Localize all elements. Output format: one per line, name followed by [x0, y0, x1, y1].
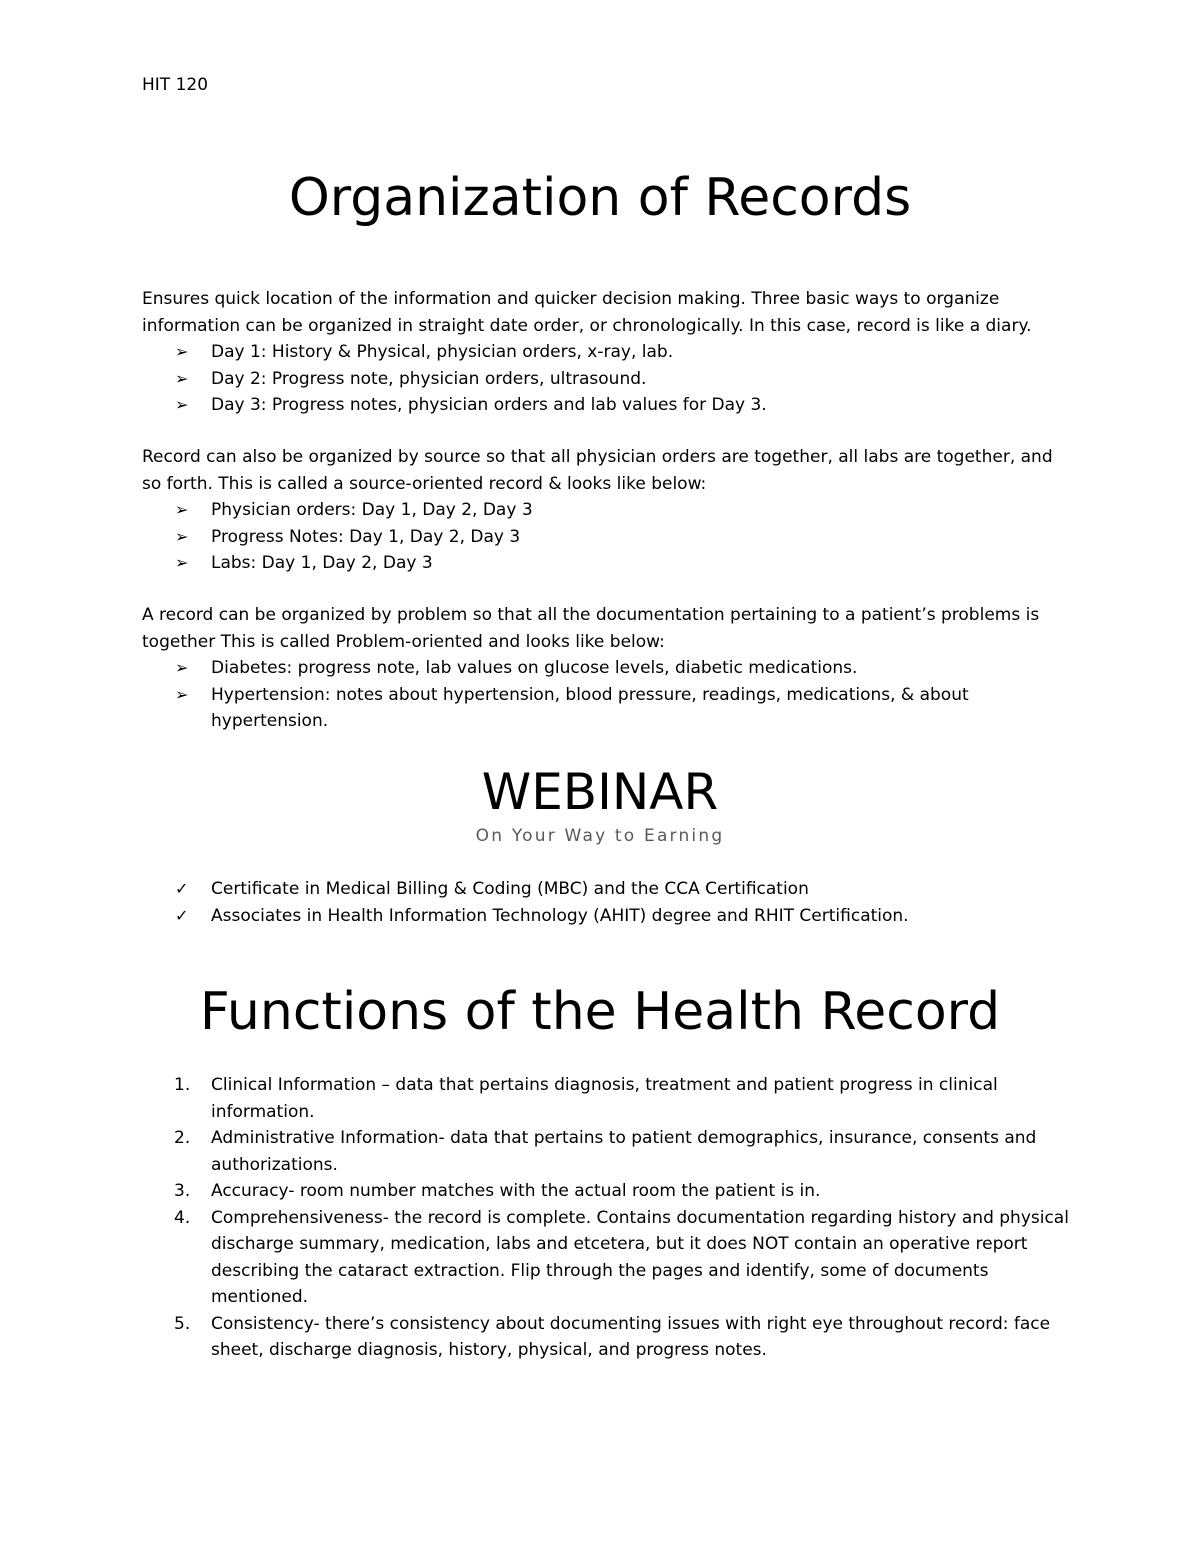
chronological-list: [142, 339, 1072, 419]
arrow-bullet-icon: ➢: [175, 658, 189, 677]
list-item: [142, 1311, 1072, 1364]
list-item: [142, 682, 1072, 735]
list-number: 2.: [174, 1128, 191, 1148]
list-item-text: Physician orders: Day 1, Day 2, Day 3: [211, 500, 533, 520]
list-number: 4.: [174, 1207, 191, 1228]
list-item-text: Clinical Information – data that pertains diagnosis, treatment and patient progress in clinical information.: [211, 1075, 998, 1122]
webinar-section: [142, 876, 1072, 929]
list-item-text: Administrative Information- data that pertains to patient demographics, insurance, consents and authorizations.: [211, 1128, 1037, 1175]
list-item: [142, 655, 1072, 682]
webinar-list: [142, 876, 1072, 929]
intro-paragraph: Ensures quick location of the information and quicker decision making. Three basic ways to organize information can be organized in straight date order, or chronologically. In this case, record is like a diary.: [142, 289, 1032, 336]
arrow-bullet-icon: ➢: [175, 500, 189, 519]
webinar-title: WEBINAR: [481, 763, 719, 821]
list-item: [142, 1178, 1072, 1205]
arrow-bullet-icon: ➢: [175, 684, 189, 704]
list-item: [142, 903, 1072, 930]
list-item: [142, 392, 1072, 419]
list-item: [142, 497, 1072, 524]
source-section: [142, 444, 1072, 577]
list-item-text: Diabetes: progress note, lab values on glucose levels, diabetic medications.: [211, 658, 858, 678]
list-number: 5.: [174, 1313, 191, 1334]
list-number: 1.: [174, 1075, 191, 1095]
list-item: [142, 550, 1072, 577]
check-icon: ✓: [175, 905, 189, 925]
list-item-text: Comprehensiveness- the record is complete. Contains documentation regarding history and physical discharge summary, medication, labs and etcetera, but it does NOT contain an operative report describing the cataract extraction. Flip through the pages and identify, some of documents mentioned.: [211, 1207, 1069, 1307]
course-header: HIT 120: [142, 75, 209, 95]
list-number: 3.: [174, 1181, 191, 1201]
list-item: [142, 366, 1072, 393]
source-list: [142, 497, 1072, 577]
arrow-bullet-icon: ➢: [175, 342, 189, 361]
problem-list: [142, 655, 1072, 735]
arrow-bullet-icon: ➢: [175, 368, 189, 388]
webinar-subtitle: On Your Way to Earning: [475, 826, 725, 846]
list-item: [142, 524, 1072, 551]
organization-section: [142, 286, 1072, 419]
list-item-text: Progress Notes: Day 1, Day 2, Day 3: [211, 526, 521, 547]
source-paragraph: Record can also be organized by source so that all physician orders are together, all labs are together, and so forth. This is called a source-oriented record & looks like below:: [142, 447, 1053, 494]
functions-title: Functions of the Health Record: [199, 982, 1001, 1042]
functions-list: [142, 1072, 1072, 1364]
list-item-text: Labs: Day 1, Day 2, Day 3: [211, 553, 433, 573]
list-item-text: Associates in Health Information Technology (AHIT) degree and RHIT Certification.: [211, 905, 909, 926]
list-item-text: Accuracy- room number matches with the actual room the patient is in.: [211, 1181, 821, 1201]
functions-section: [142, 1072, 1072, 1364]
check-icon: ✓: [175, 879, 189, 898]
list-item-text: Certificate in Medical Billing & Coding (MBC) and the CCA Certification: [211, 879, 809, 899]
organization-title: Organization of Records: [288, 168, 912, 228]
list-item: [142, 1205, 1072, 1311]
list-item-text: Hypertension: notes about hypertension, blood pressure, readings, medications, & about hypertension.: [211, 684, 969, 731]
list-item: [142, 876, 1072, 903]
list-item-text: Day 3: Progress notes, physician orders and lab values for Day 3.: [211, 395, 767, 415]
list-item: [142, 339, 1072, 366]
problem-paragraph: A record can be organized by problem so that all the documentation pertaining to a patient’s problems is together This is called Problem-oriented and looks like below:: [142, 605, 1040, 652]
list-item-text: Day 1: History & Physical, physician orders, x-ray, lab.: [211, 342, 674, 362]
list-item: [142, 1125, 1072, 1178]
problem-section: [142, 602, 1072, 735]
list-item-text: Day 2: Progress note, physician orders, ultrasound.: [211, 368, 647, 389]
arrow-bullet-icon: ➢: [175, 526, 189, 546]
list-item: [142, 1072, 1072, 1125]
list-item-text: Consistency- there’s consistency about documenting issues with right eye throughout record: face sheet, discharge diagnosis, history, physical, and progress notes.: [211, 1313, 1051, 1360]
arrow-bullet-icon: ➢: [175, 395, 189, 414]
arrow-bullet-icon: ➢: [175, 553, 189, 572]
